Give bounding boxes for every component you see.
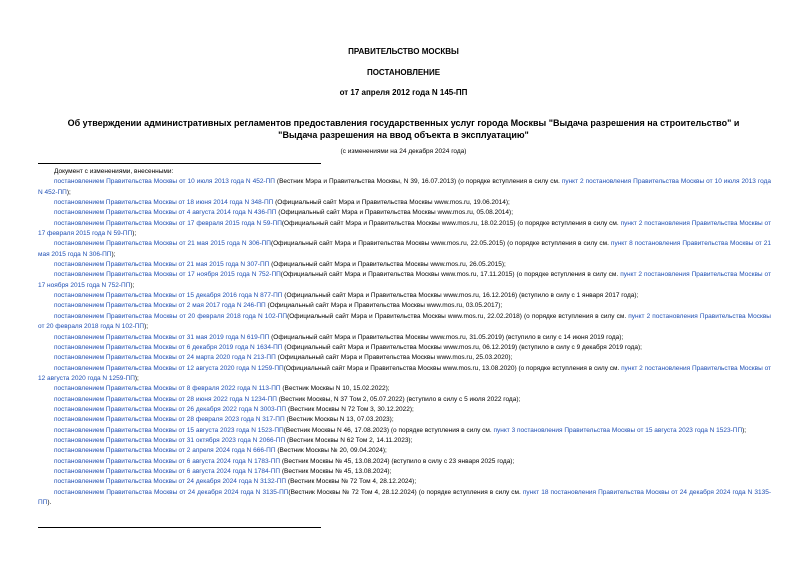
amendment-source: (Вестник Москвы N 62 Том 2, 14.11.2023); (285, 436, 413, 444)
effective-date-link[interactable]: пункт 3 постановления Правительства Москвы от 15 августа 2023 года N 1523-ПП (493, 426, 743, 434)
amendment-link[interactable]: постановлением Правительства Москвы от 2 мая 2017 года N 246-ПП (54, 302, 266, 310)
effective-date-link[interactable]: пункт 2 постановления Правительства Москвы от 17 февраля 2015 года N 59-ПП (38, 219, 772, 238)
amendment-history (38, 167, 771, 508)
amendment-link[interactable]: постановлением Правительства Москвы от 20 февраля 2018 года N 102-ПП (54, 312, 288, 320)
amendment-link[interactable]: постановлением Правительства Москвы от 6 августа 2024 года N 1783-ПП (54, 457, 281, 465)
amendment-entry (38, 177, 771, 198)
amendment-entry (38, 477, 771, 487)
amendment-source: (Вестник Москвы, N 37 Том 2, 05.07.2022) (вступило в силу с 5 июля 2022 года); (276, 395, 521, 403)
effective-date-link[interactable]: пункт 8 постановления Правительства Москвы от 21 мая 2015 года N 306-ПП (38, 240, 771, 258)
amendment-link[interactable]: постановлением Правительства Москвы от 24 декабря 2024 года N 3132-ПП (54, 478, 287, 486)
amendment-source: (Официальный сайт Мэра и Правительства Москвы www.mos.ru, 19.06.2014); (273, 199, 510, 207)
effective-date-link[interactable]: пункт 2 постановления Правительства Москвы от 17 ноября 2015 года N 752-ПП (38, 271, 771, 289)
amendment-source: (Официальный сайт Мэра и Правительства Москвы www.mos.ru, 05.08.2014); (276, 209, 514, 217)
amendment-entry (38, 239, 771, 260)
amendment-source: (Вестник Москвы № 72 Том 4, 28.12.2024) (о порядке вступления в силу см. (288, 488, 523, 496)
amendment-tail: ); (144, 323, 149, 331)
amendment-link[interactable]: постановлением Правительства Москвы от 6 августа 2024 года N 1784-ПП (54, 467, 281, 475)
amendment-link[interactable]: постановлением Правительства Москвы от 24 декабря 2024 года N 3135-ПП (54, 488, 289, 496)
amendment-link[interactable]: постановлением Правительства Москвы от 6 декабря 2019 года N 1634-ПП (54, 343, 283, 351)
amendment-tail: ). (47, 499, 52, 506)
amendment-entry (38, 208, 771, 218)
amendment-entry (38, 301, 771, 311)
amendment-link[interactable]: постановлением Правительства Москвы от 15 декабря 2016 года N 877-ПП (54, 292, 283, 300)
amendment-entry (38, 415, 771, 425)
amendment-source: (Официальный сайт Мэра и Правительства Москвы www.mos.ru, 16.12.2016) (вступило в силу с 1 января 2017 года); (282, 292, 639, 300)
amendment-entry (38, 312, 771, 333)
amendment-source: (Вестник Мэра и Правительства Москвы, N 39, 16.07.2013) (о порядке вступления в силу см. (274, 178, 562, 186)
amendment-link[interactable]: постановлением Правительства Москвы от 18 июня 2014 года N 348-ПП (54, 199, 274, 207)
amendment-source: (Официальный сайт Мэра и Правительства Москвы www.mos.ru, 06.12.2019) (вступило в силу с 9 декабря 2019 года); (282, 343, 642, 351)
amendment-source: (Вестник Москвы N 46, 17.08.2023) (о порядке вступления в силу см. (283, 426, 494, 434)
amendment-source: (Вестник Москвы № 45, 13.08.2024) (вступило в силу с 23 января 2025 года); (280, 457, 515, 465)
amendment-entry (38, 219, 771, 240)
revision-note: (с изменениями на 24 декабря 2024 года) (340, 148, 467, 155)
effective-date-link[interactable]: пункт 2 постановления Правительства Москвы от 10 июля 2013 года N 452-ПП (38, 178, 771, 196)
amendment-source: (Официальный сайт Мэра и Правительства Москвы www.mos.ru, 13.08.2020) (о порядке вступления в силу см. (283, 364, 622, 372)
amendment-source: (Вестник Москвы № 45, 13.08.2024); (280, 467, 392, 475)
document-title: Об утверждении административных регламентов предоставления государственных услуг города Москвы "Выдача разрешения на строительство" и "Выдача разрешения на ввод объекта в эксплуатацию" (67, 118, 740, 140)
amendment-link[interactable]: постановлением Правительства Москвы от 4 августа 2014 года N 436-ПП (54, 209, 277, 217)
amendment-link[interactable]: постановлением Правительства Москвы от 31 октября 2023 года N 2066-ПП (54, 436, 286, 444)
effective-date-link[interactable]: пункт 2 постановления Правительства Москвы от 12 августа 2020 года N 1259-ПП (38, 364, 772, 382)
effective-date-link[interactable]: пункт 18 постановления Правительства Москвы от 24 декабря 2024 года N 3135-ПП (38, 488, 772, 506)
amendment-entry (38, 198, 771, 208)
amendment-link[interactable]: постановлением Правительства Москвы от 26 декабря 2022 года N 3003-ПП (54, 405, 287, 413)
document-type-heading: ПОСТАНОВЛЕНИЕ (366, 68, 441, 77)
amendment-source: (Вестник Москвы № 72 Том 4, 28.12.2024); (286, 478, 417, 486)
amendment-entry (38, 364, 771, 385)
amendment-tail: ); (134, 374, 139, 382)
amendment-link[interactable]: постановлением Правительства Москвы от 17 ноября 2015 года N 752-ПП (54, 271, 281, 279)
bottom-divider (38, 527, 321, 528)
history-intro: Документ с изменениями, внесенными: (54, 168, 174, 175)
amendment-link[interactable]: постановлением Правительства Москвы от 21 мая 2015 года N 306-ПП (54, 240, 271, 248)
amendment-link[interactable]: постановлением Правительства Москвы от 28 февраля 2023 года N 317-ПП (54, 416, 285, 424)
amendment-source: (Официальный сайт Мэра и Правительства Москвы www.mos.ru, 17.11.2015) (о порядке вступления в силу см. (280, 271, 621, 279)
amendment-source: (Вестник Москвы N 72 Том 3, 30.12.2022); (286, 405, 414, 413)
amendment-tail: ); (132, 230, 137, 238)
amendment-link[interactable]: постановлением Правительства Москвы от 2 апреля 2024 года N 666-ПП (54, 447, 276, 455)
amendment-entry (38, 270, 771, 291)
date-number-heading: от 17 апреля 2012 года N 145-ПП (339, 88, 468, 97)
amendment-entry (38, 343, 771, 353)
amendment-tail: ); (66, 188, 71, 196)
amendment-source: (Вестник Москвы № 20, 09.04.2024); (275, 447, 387, 455)
amendment-link[interactable]: постановлением Правительства Москвы от 31 мая 2019 года N 619-ПП (54, 333, 270, 341)
amendment-entry (38, 426, 771, 436)
amendment-entry (38, 333, 771, 343)
amendment-link[interactable]: постановлением Правительства Москвы от 15 августа 2023 года N 1523-ПП (54, 426, 284, 434)
amendment-link[interactable]: постановлением Правительства Москвы от 28 июня 2022 года N 1234-ПП (54, 395, 277, 403)
effective-date-link[interactable]: пункт 2 постановления Правительства Москвы от 20 февраля 2018 года N 102-ПП (38, 312, 771, 331)
amendment-tail: ); (742, 426, 747, 434)
amendment-link[interactable]: постановлением Правительства Москвы от 21 мая 2015 года N 307-ПП (54, 261, 270, 269)
amendment-source: (Вестник Москвы N 13, 07.03.2023); (284, 416, 394, 424)
amendment-entry (38, 353, 771, 363)
amendment-entry (38, 457, 771, 467)
amendment-link[interactable]: постановлением Правительства Москвы от 8 февраля 2022 года N 113-ПП (54, 385, 281, 393)
amendment-entry (38, 384, 771, 394)
amendment-entry (38, 260, 771, 270)
amendment-entry (38, 488, 771, 509)
top-divider (38, 163, 321, 164)
amendment-tail: ); (130, 281, 135, 289)
amendment-source: (Официальный сайт Мэра и Правительства Москвы www.mos.ru, 18.02.2015) (о порядке вступления в силу см. (281, 219, 621, 227)
amendment-source: (Вестник Москвы N 10, 15.02.2022); (280, 385, 390, 393)
amendment-tail: ); (111, 250, 116, 258)
amendment-source: (Официальный сайт Мэра и Правительства Москвы www.mos.ru, 03.05.2017); (265, 302, 503, 310)
amendment-entry (38, 467, 771, 477)
amendment-source: (Официальный сайт Мэра и Правительства Москвы www.mos.ru, 26.05.2015); (269, 261, 506, 269)
amendment-link[interactable]: постановлением Правительства Москвы от 17 февраля 2015 года N 59-ПП (54, 219, 282, 227)
amendment-source: (Официальный сайт Мэра и Правительства Москвы www.mos.ru, 31.05.2019) (вступило в силу с 14 июня 2019 года); (269, 333, 624, 341)
amendment-source: (Официальный сайт Мэра и Правительства Москвы www.mos.ru, 22.05.2015) (о порядке вступления в силу см. (270, 240, 611, 248)
amendment-entry (38, 395, 771, 405)
government-heading: ПРАВИТЕЛЬСТВО МОСКВЫ (348, 47, 459, 56)
amendment-entry (38, 291, 771, 301)
amendment-entry (38, 446, 771, 456)
amendment-link[interactable]: постановлением Правительства Москвы от 12 августа 2020 года N 1259-ПП (54, 364, 284, 372)
amendment-link[interactable]: постановлением Правительства Москвы от 24 марта 2020 года N 213-ПП (54, 354, 276, 362)
amendment-entry (38, 405, 771, 415)
amendment-entry (38, 436, 771, 446)
amendment-link[interactable]: постановлением Правительства Москвы от 10 июля 2013 года N 452-ПП (54, 178, 275, 186)
amendment-source: (Официальный сайт Мэра и Правительства Москвы www.mos.ru, 22.02.2018) (о порядке вступления в силу см. (287, 312, 629, 320)
amendment-list (38, 177, 771, 508)
amendment-source: (Официальный сайт Мэра и Правительства Москвы www.mos.ru, 25.03.2020); (275, 354, 513, 362)
